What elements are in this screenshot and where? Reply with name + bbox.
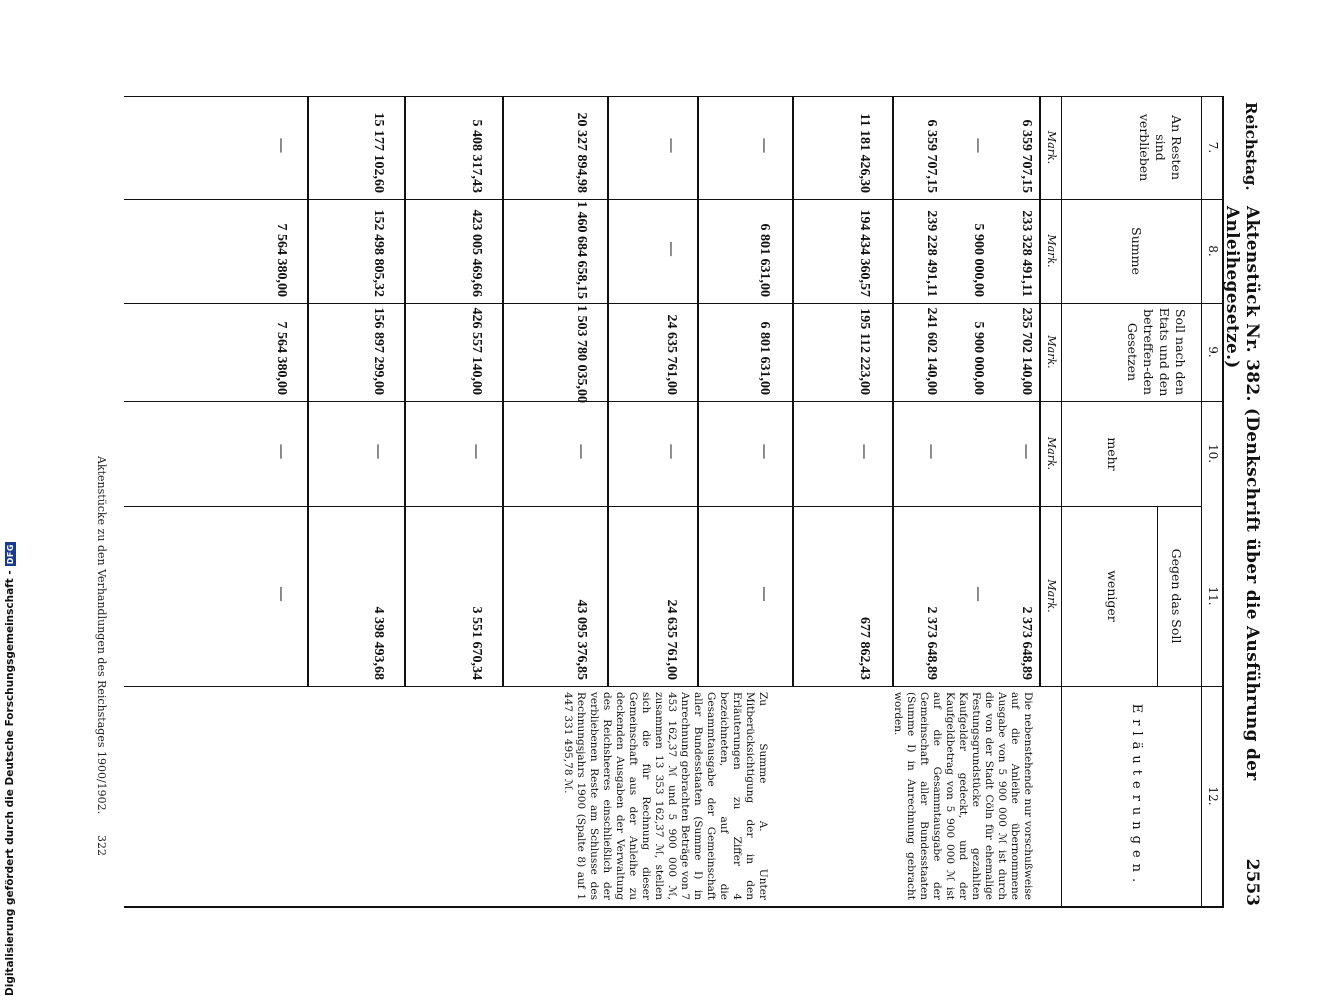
data-table [124, 96, 1224, 906]
header-page-number: 2553 [1242, 858, 1262, 906]
header-title: Aktenstück Nr. 382. (Denkschrift über die Ausführung der Anleihegesetze.) [1222, 206, 1262, 781]
row-4-c8: 194 434 360,57 [857, 209, 872, 297]
row-separator [607, 96, 609, 686]
row-9-c9: 156 897 299,00 [371, 307, 386, 395]
row-2-c11: — [971, 587, 986, 601]
colnum-10: 10. [1206, 443, 1220, 464]
row-4-c7: 11 181 426,30 [857, 113, 872, 193]
header-left: Reichstag. [1242, 102, 1260, 191]
colnum-8: 8. [1206, 245, 1220, 257]
table-top-rule [1222, 96, 1224, 906]
row-7-c7: 20 327 894,98 [574, 112, 589, 193]
row-separator [697, 96, 699, 686]
colnum-12: 12. [1206, 786, 1220, 806]
footer-page-number: 322 [95, 835, 108, 856]
dfg-logo-icon: DFG [5, 544, 15, 565]
row-10-c11: — [274, 587, 289, 601]
row-1-c7: 6 359 707,15 [1019, 119, 1034, 193]
colnum-9: 9. [1206, 346, 1220, 358]
row-1-c10: — [1019, 444, 1034, 459]
row-1-c8: 233 328 491,11 [1019, 210, 1034, 297]
row-10-c7: — [274, 138, 289, 153]
row-7-c11: 43 095 376,85 [574, 599, 589, 680]
row-4-c10: — [857, 444, 872, 459]
unit-col7: Mark. [1045, 130, 1058, 165]
col12-header: Erläuterungen. [1129, 703, 1144, 889]
row-9-c8: 152 498 805,32 [371, 209, 386, 297]
row-5-c9: 6 801 631,00 [757, 321, 772, 395]
digitization-credit [4, 542, 16, 996]
row-3-c8: 239 228 491,11 [924, 210, 939, 297]
row-9-c10: — [371, 444, 386, 459]
col-border-9-10 [124, 401, 1224, 402]
row-10-c9: 7 564 380,00 [274, 321, 289, 395]
group-header: Gegen das Soll [1169, 548, 1184, 644]
col-border-right [124, 906, 1224, 908]
row-5-c7: — [757, 138, 772, 153]
row-separator [404, 96, 406, 686]
row-10-c10: — [274, 444, 289, 459]
col8-header: Summe [1129, 227, 1144, 275]
group-rule [1157, 506, 1158, 686]
col10-header: mehr [1105, 437, 1120, 471]
row-8-c11: 3 551 670,34 [469, 606, 484, 680]
col-border-left [124, 96, 1224, 97]
row-8-c7: 5 408 317,43 [469, 119, 484, 193]
row-separator [892, 96, 894, 686]
row-6-c9: 24 635 761,00 [664, 314, 679, 395]
col-border-8-9 [124, 303, 1224, 304]
row-7-c9: 1 503 780 035,00 [574, 305, 589, 403]
row-9-c11: 4 398 493,68 [371, 606, 386, 680]
row-2-c8: 5 900 000,00 [971, 223, 986, 297]
row-8-c10: — [469, 444, 484, 459]
col11-header: weniger [1105, 570, 1120, 622]
col-border-10-11 [124, 506, 1202, 507]
row-1-c11: 2 373 648,89 [1019, 606, 1034, 680]
document-page [68, 96, 1268, 916]
unit-col11: Mark. [1045, 579, 1058, 613]
row-7-c10: — [574, 444, 589, 459]
row-1-c9: 235 702 140,00 [1019, 307, 1034, 395]
row-6-c8: — [664, 242, 679, 256]
row-10-c8: 7 564 380,00 [274, 223, 289, 297]
col7-header: An Resten sind verblieben [1137, 113, 1184, 182]
row-9-c7: 15 177 102,60 [371, 112, 386, 193]
colnum-11: 11. [1206, 586, 1220, 606]
row-5-c8: 6 801 631,00 [757, 223, 772, 297]
row-6-c10: — [664, 444, 679, 459]
remark-note-2: Zu Summe A. Unter Mitberücksichtigung der in den Erläuterungen zu Ziffer 4 bezeichneten, auf die Gesammtausgabe der Gemeinschaft aller Bundesstaaten (Summe I) in Anrechnung gebrachten Beträge von 7 453 162,37 ℳ und 5 900 000 ℳ, zusammen 13 353 162,37 ℳ, stellen sich die für Rechnung dieser Gemeinschaft aus der Anleihe zu deckenden Ausgaben der Verwaltung des Reichsheeres einschließlich der verbliebenen Reste am Schlusse des Rechnungsjahrs 1900 (Spalte 8) auf 1 447 331 495,78 ℳ. [562, 692, 769, 900]
row-2-c7: — [971, 138, 986, 153]
row-3-c11: 2 373 648,89 [924, 606, 939, 680]
row-5-c11: — [757, 587, 772, 601]
remark-note-1: Die nebenstehende nur vorschußweise auf die Anleihe übernommene Ausgabe von 5 900 000 ℳ ist durch die von der Stadt Cöln für ehemalige Festungsgrundstücke gezahlten Kaufgelder gedeckt, und der Kaufgeldbetrag von 5 900 000 ℳ ist auf die Gesammtausgabe der Gemeinschaft aller Bundesstaaten (Summe I) in Anrechnung gebracht worden. [892, 692, 1034, 900]
footer-title: Aktenstücke zu den Verhandlungen des Reichstages 1900/1902. [95, 456, 108, 815]
row-3-c10: — [924, 444, 939, 459]
row-4-c9: 195 112 223,00 [857, 308, 872, 395]
row-6-c11: 24 635 761,00 [664, 599, 679, 680]
colnum-7: 7. [1206, 141, 1220, 154]
row-8-c9: 426 557 140,00 [469, 307, 484, 395]
row-3-c9: 241 602 140,00 [924, 307, 939, 395]
unit-col10: Mark. [1045, 436, 1058, 471]
page-header [1222, 96, 1268, 916]
row-separator [307, 96, 309, 686]
col-border-7-8 [124, 199, 1224, 200]
header-bottom-rule [1039, 96, 1041, 686]
row-7-c8: 1 460 684 658,15 [574, 201, 589, 299]
unit-col8: Mark. [1045, 234, 1058, 268]
unit-rule [1061, 96, 1062, 906]
credit-text: Digitalisierung gefördert durch die Deutsche Forschungsgemeinschaft - [4, 570, 16, 996]
col9-header: Soll nach den Etats und den betreffen-den Gesetzen [1125, 307, 1188, 397]
col-border-11-12 [124, 686, 1224, 687]
unit-col9: Mark. [1045, 335, 1058, 369]
row-6-c7: — [664, 138, 679, 153]
row-8-c8: 423 005 469,66 [469, 209, 484, 297]
row-5-c10: — [757, 444, 772, 459]
row-4-c11: 677 862,43 [857, 617, 872, 680]
row-2-c9: 5 900 000,00 [971, 321, 986, 395]
row-separator [502, 96, 504, 686]
row-3-c7: 6 359 707,15 [924, 119, 939, 193]
colnum-rule [1201, 96, 1202, 906]
row-separator [792, 96, 794, 686]
